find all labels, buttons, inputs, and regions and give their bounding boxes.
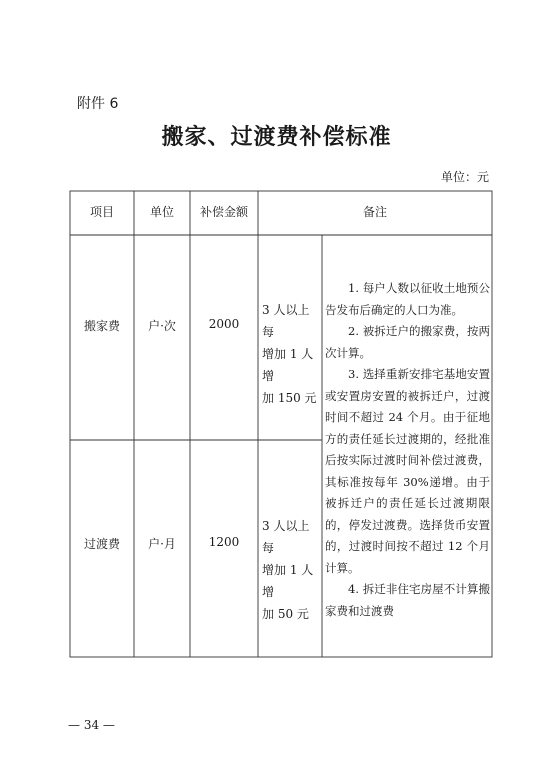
row-transition-item: 过渡费: [83, 537, 120, 551]
attachment-label: 附件 6: [77, 96, 119, 112]
page-number: — 34 —: [68, 718, 115, 732]
addition-line: 增加 1 人增: [262, 563, 314, 599]
addition-line: 加 150 元: [262, 391, 317, 405]
note-item: 4. 拆迁非住宅房屋不计算搬家费和过渡费: [325, 582, 490, 618]
row-moving-amount: 2000: [208, 317, 240, 331]
row-transition-amount: 1200: [208, 535, 240, 549]
note-item: 2. 被拆迁户的搬家费，按两次计算。: [325, 324, 490, 360]
addition-line: 3 人以上每: [262, 519, 310, 555]
row-transition-addition: [262, 515, 320, 625]
unit-label: 单位：元: [440, 170, 489, 184]
addition-line: 3 人以上每: [262, 303, 310, 339]
header-amount: 补偿金额: [199, 205, 248, 219]
header-item: 项目: [89, 205, 114, 219]
row-transition-unit: 户·月: [148, 537, 176, 551]
addition-line: 增加 1 人增: [262, 347, 314, 383]
row-moving-item: 搬家费: [83, 319, 120, 333]
notes-cell: [325, 278, 490, 622]
page-title: 搬家、过渡费补偿标准: [161, 124, 392, 150]
addition-line: 加 50 元: [262, 607, 309, 621]
header-unit: 单位: [149, 205, 174, 219]
note-item: 3. 选择重新安排宅基地安置或安置房安置的被拆迁户，过渡时间不超过 24 个月。由于征地方的责任延长过渡期的，经批准后按实际过渡时间补偿过渡费，其标准按每年 30%递增。由于被拆迁户的责任延长过渡期限的，停发过渡费。选择货币安置的，过渡时间按不超过 12 个月计算。: [325, 367, 490, 575]
row-moving-addition: [262, 299, 320, 409]
header-notes: 备注: [362, 205, 387, 219]
row-moving-unit: 户·次: [148, 319, 176, 333]
note-item: 1. 每户人数以征收土地预公告发布后确定的人口为准。: [325, 281, 490, 317]
